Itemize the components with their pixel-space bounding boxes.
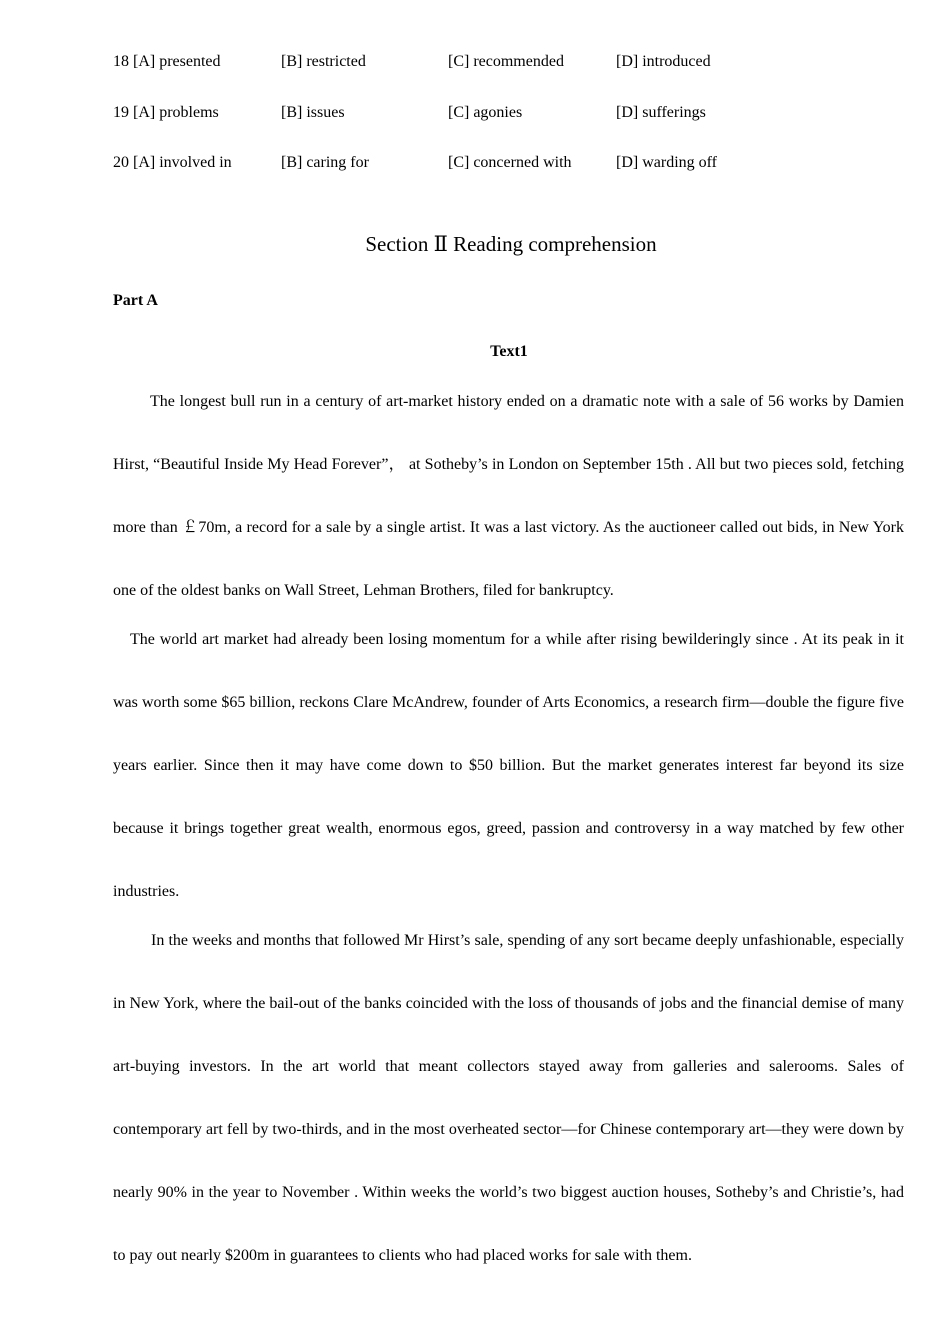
question-20-option-c: [C] concerned with	[448, 154, 572, 171]
question-19-option-c: [C] agonies	[448, 104, 523, 121]
paragraph-1: The longest bull run in a century of art-market history ended on a dramatic note with a sale of 56 works by Damien Hirst, “Beautiful Inside My Head Forever”， at Sotheby’s in London on September 15th . All but two pieces sold, fetching more than ￡70m, a record for a sale by a single artist. It was a last victory. As the auctioneer called out bids, in New York one of the oldest banks on Wall Street, Lehman Brothers, filed for bankruptcy.	[113, 393, 904, 599]
paragraph-3: In the weeks and months that followed Mr Hirst’s sale, spending of any sort became deeply unfashionable, especially in New York, where the bail-out of the banks coincided with the loss of thousands of jobs and the financial demise of many art-buying investors. In the art world that meant collectors stayed away from galleries and salerooms. Sales of contemporary art fell by two-thirds, and in the most overheated sector—for Chinese contemporary art—they were down by nearly 90% in the year to November . Within weeks the world’s two biggest auction houses, Sotheby’s and Christie’s, had to pay out nearly $200m in guarantees to clients who had placed works for sale with them.	[113, 932, 904, 1264]
section-title: Section Ⅱ Reading comprehension	[365, 232, 657, 256]
part-label: Part A	[113, 292, 158, 309]
question-19-option-d: [D] sufferings	[616, 104, 706, 121]
question-20-option-a: 20 [A] involved in	[113, 154, 232, 171]
question-20-options	[113, 151, 833, 175]
text-title: Text1	[490, 343, 528, 360]
question-18-option-d: [D] introduced	[616, 53, 711, 70]
question-18-options	[113, 50, 833, 74]
question-18-option-c: [C] recommended	[448, 53, 564, 70]
question-19-option-a: 19 [A] problems	[113, 104, 219, 121]
question-19-options	[113, 101, 833, 125]
question-20-option-b: [B] caring for	[281, 154, 369, 171]
question-18-option-a: 18 [A] presented	[113, 53, 221, 70]
question-20-option-d: [D] warding off	[616, 154, 718, 171]
paragraph-2: The world art market had already been losing momentum for a while after rising bewilderingly since . At its peak in it was worth some $65 billion, reckons Clare McAndrew, founder of Arts Economics, a research firm—double the figure five years earlier. Since then it may have come down to $50 billion. But the market generates interest far beyond its size because it brings together great wealth, enormous egos, greed, passion and controversy in a way matched by few other industries.	[113, 631, 904, 900]
question-18-option-b: [B] restricted	[281, 53, 366, 70]
question-19-option-b: [B] issues	[281, 104, 345, 121]
